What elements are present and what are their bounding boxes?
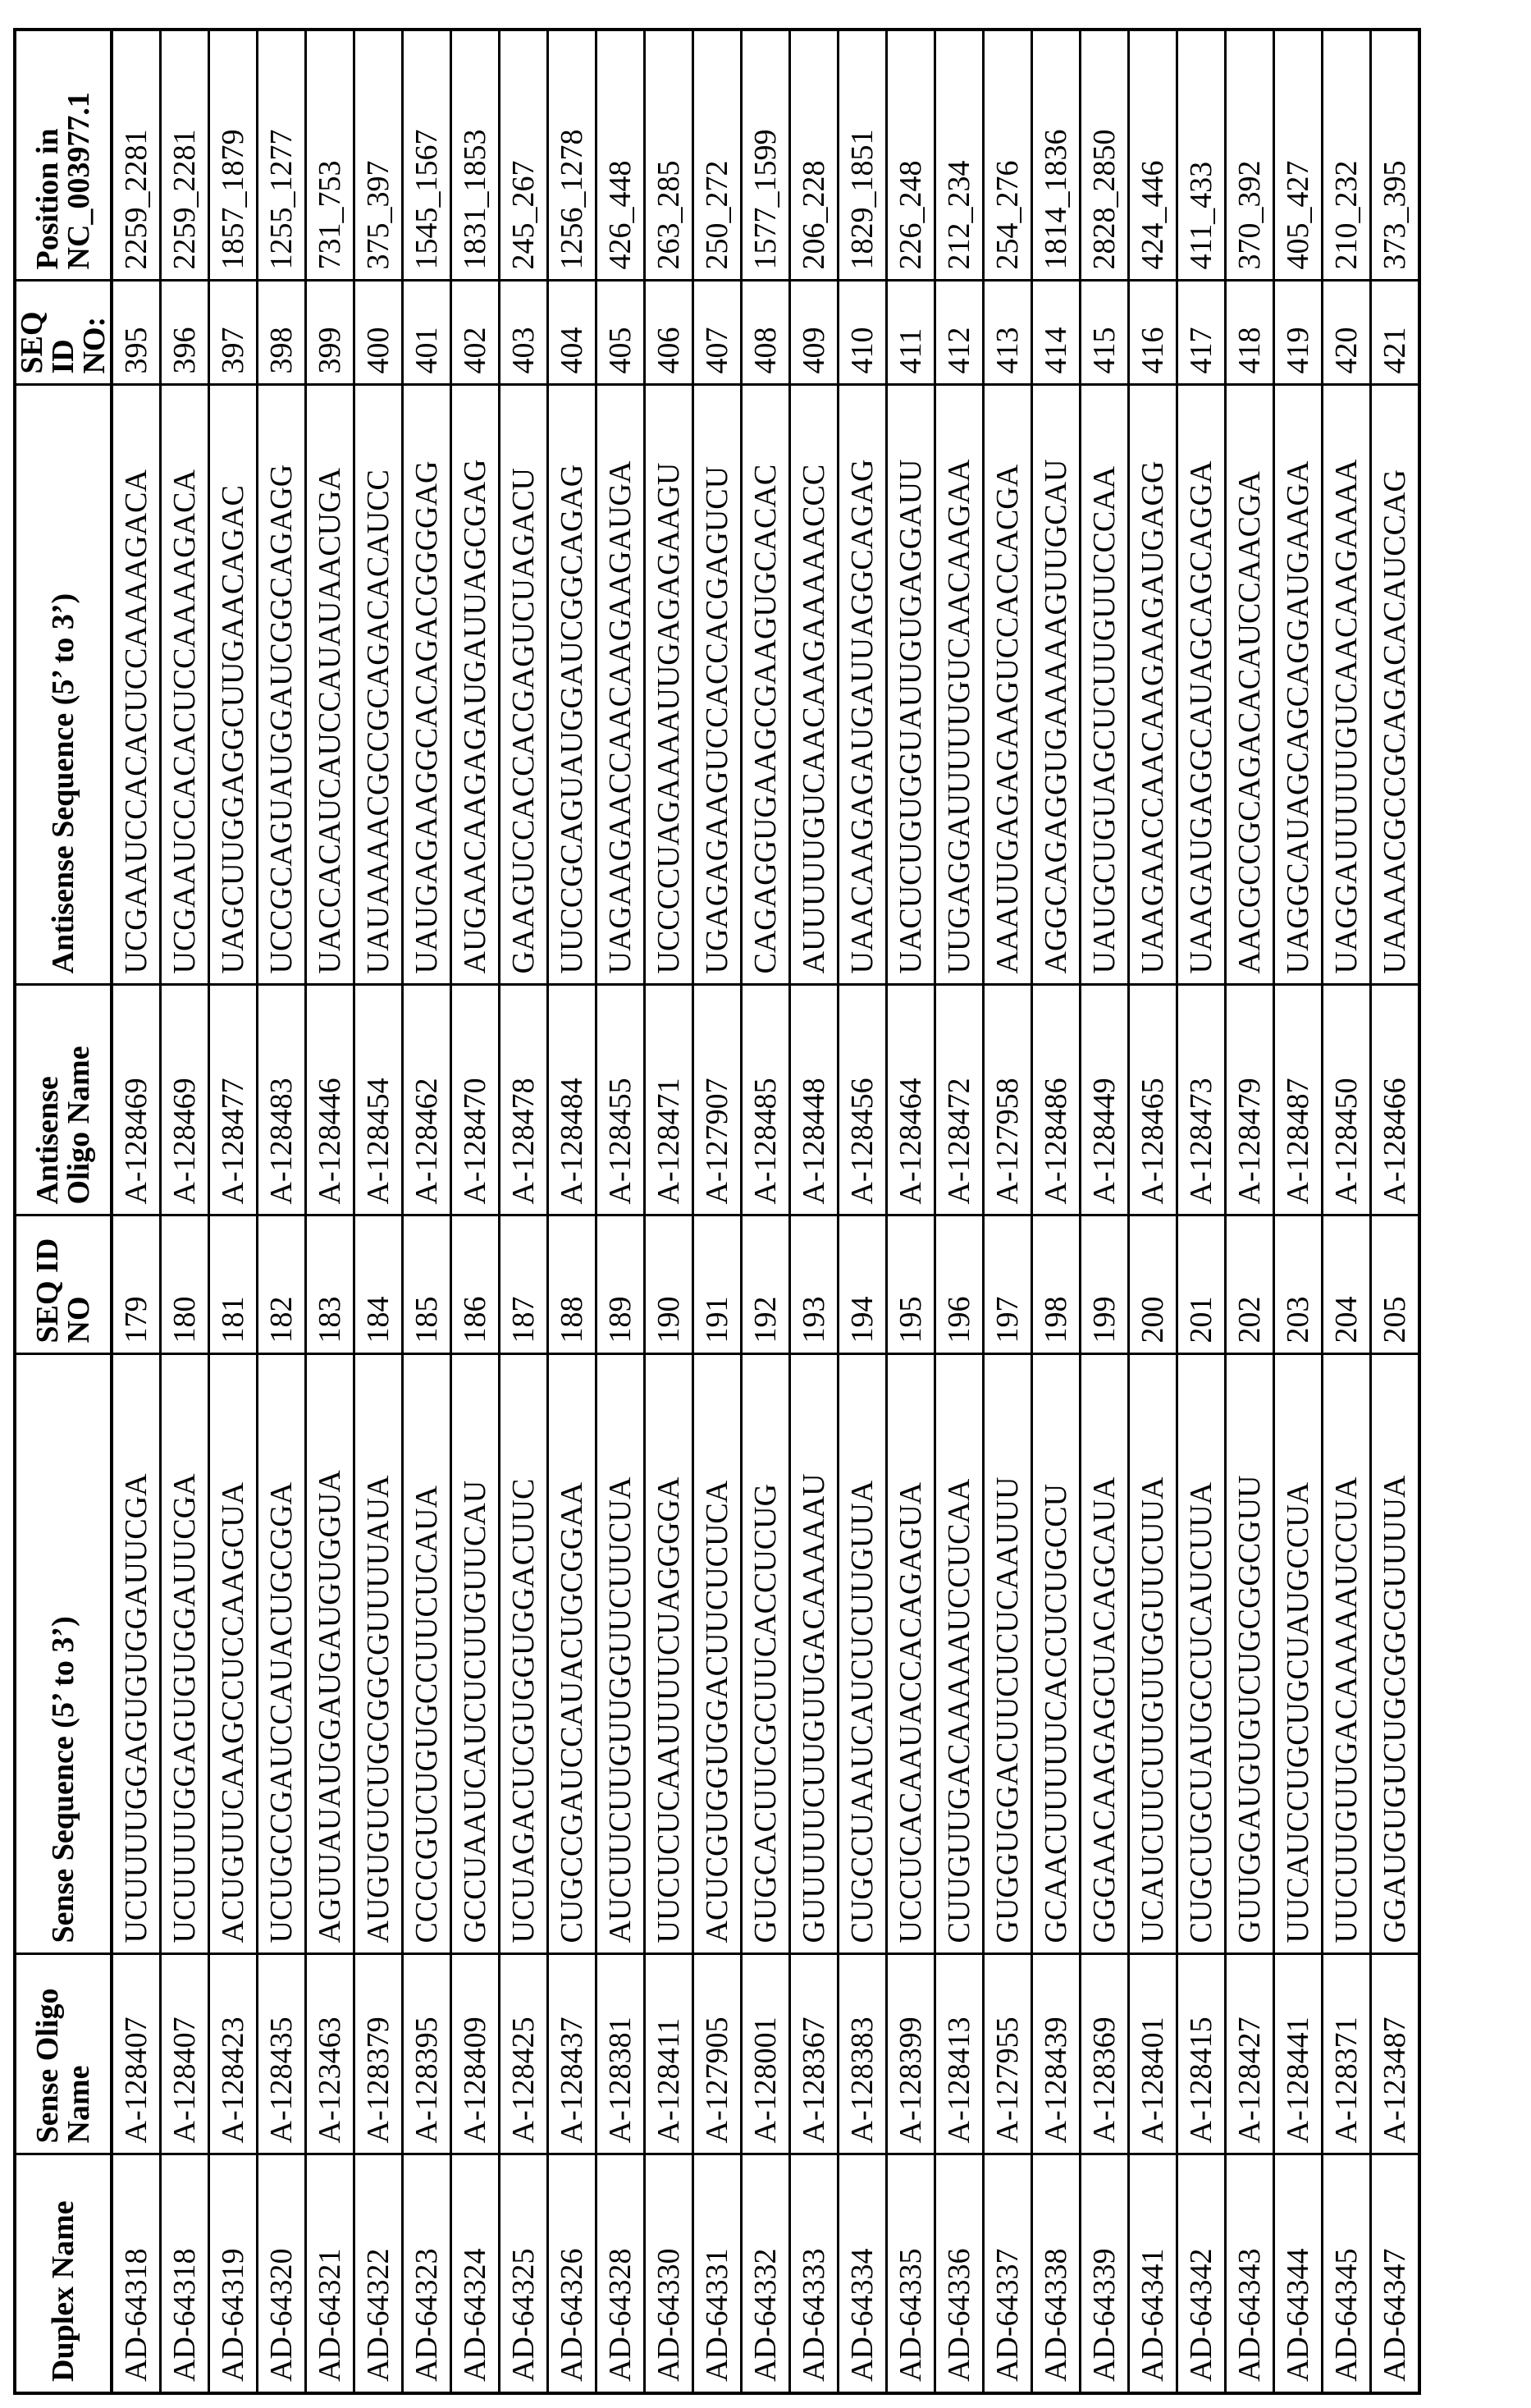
cell-duplex-name: AD-64333 xyxy=(790,2154,839,2393)
table-row xyxy=(790,30,839,2393)
header-duplex-name: Duplex Name xyxy=(15,2154,112,2393)
cell-antisense-sequence: UGAGAGAAGUCCACCACGAGUCU xyxy=(693,385,742,985)
table-row xyxy=(403,30,451,2393)
cell-antisense-seq-id: 407 xyxy=(693,281,742,385)
cell-duplex-name: AD-64337 xyxy=(984,2154,1032,2393)
cell-duplex-name: AD-64318 xyxy=(112,2154,161,2393)
cell-sense-seq-id: 187 xyxy=(500,1215,548,1354)
cell-sense-sequence: UCUUUUGGAGUGUGGAUUCGA xyxy=(161,1354,209,1954)
cell-sense-oligo-name: A-128379 xyxy=(354,1954,403,2154)
table-row xyxy=(451,30,500,2393)
cell-antisense-seq-id: 416 xyxy=(1129,281,1177,385)
table-row xyxy=(1274,30,1323,2393)
cell-antisense-sequence: UCCGCAGUAUGGAUCGGCAGAGG xyxy=(258,385,306,985)
cell-antisense-oligo-name: A-128484 xyxy=(548,985,596,1215)
cell-position: 245_267 xyxy=(500,30,548,281)
cell-sense-sequence: UCUUUUGGAGUGUGGAUUCGA xyxy=(112,1354,161,1954)
cell-sense-seq-id: 197 xyxy=(984,1215,1032,1354)
cell-antisense-sequence: UUGAGGAUUUUUGUCAACAAGAA xyxy=(935,385,984,985)
cell-duplex-name: AD-64336 xyxy=(935,2154,984,2393)
cell-antisense-seq-id: 395 xyxy=(112,281,161,385)
cell-sense-sequence: UCAUCUUCUUGUUGGUUCUUA xyxy=(1129,1354,1177,1954)
cell-sense-sequence: AGUUAUAUGGAUGAUGUGGUA xyxy=(306,1354,354,1954)
cell-sense-seq-id: 201 xyxy=(1177,1215,1226,1354)
cell-duplex-name: AD-64339 xyxy=(1081,2154,1129,2393)
table-row xyxy=(935,30,984,2393)
cell-sense-sequence: UUCUUGUUGACAAAAAUCCUA xyxy=(1323,1354,1371,1954)
table-row xyxy=(112,30,161,2393)
cell-sense-seq-id: 188 xyxy=(548,1215,596,1354)
table-row xyxy=(839,30,887,2393)
cell-sense-sequence: AUGUGUCUGCGGCGUUUUAUA xyxy=(354,1354,403,1954)
cell-duplex-name: AD-64331 xyxy=(693,2154,742,2393)
cell-duplex-name: AD-64324 xyxy=(451,2154,500,2393)
cell-sense-oligo-name: A-128401 xyxy=(1129,1954,1177,2154)
cell-antisense-oligo-name: A-128446 xyxy=(306,985,354,1215)
cell-antisense-sequence: AUUUUUGUCAACAAGAAAAACCC xyxy=(790,385,839,985)
cell-antisense-seq-id: 409 xyxy=(790,281,839,385)
cell-sense-oligo-name: A-128441 xyxy=(1274,1954,1323,2154)
cell-sense-seq-id: 184 xyxy=(354,1215,403,1354)
cell-duplex-name: AD-64345 xyxy=(1323,2154,1371,2393)
header-antisense-seq-id: SEQ ID NO: xyxy=(15,281,112,385)
table-row xyxy=(161,30,209,2393)
cell-duplex-name: AD-64321 xyxy=(306,2154,354,2393)
cell-position: 375_397 xyxy=(354,30,403,281)
cell-antisense-sequence: AUGAACAAGAGAUGAUUAGCGAG xyxy=(451,385,500,985)
cell-sense-oligo-name: A-128407 xyxy=(161,1954,209,2154)
cell-sense-sequence: GUGCACUUCGCUUCACCUCUG xyxy=(742,1354,790,1954)
cell-sense-seq-id: 191 xyxy=(693,1215,742,1354)
cell-sense-oligo-name: A-128437 xyxy=(548,1954,596,2154)
cell-sense-sequence: UCCUCACAAUACCACAGAGUA xyxy=(887,1354,935,1954)
cell-antisense-sequence: UAUAAAACGCCGCAGACACAUCC xyxy=(354,385,403,985)
cell-sense-sequence: GGAUGUGUCUGCGGCGUUUUA xyxy=(1371,1354,1420,1954)
cell-sense-sequence: CUGCCGAUCCAUACUGCGGAA xyxy=(548,1354,596,1954)
cell-antisense-oligo-name: A-128473 xyxy=(1177,985,1226,1215)
cell-sense-sequence: UUCUCUCAAUUUUCUAGGGGA xyxy=(645,1354,693,1954)
cell-position: 212_234 xyxy=(935,30,984,281)
cell-sense-seq-id: 186 xyxy=(451,1215,500,1354)
cell-antisense-sequence: CAGAGGUGAAGCGAAGUGCACAC xyxy=(742,385,790,985)
cell-antisense-oligo-name: A-128469 xyxy=(161,985,209,1215)
cell-position: 405_427 xyxy=(1274,30,1323,281)
cell-antisense-seq-id: 408 xyxy=(742,281,790,385)
cell-antisense-seq-id: 405 xyxy=(596,281,645,385)
table-row xyxy=(1032,30,1081,2393)
sirna-duplex-table xyxy=(13,28,1421,2395)
cell-duplex-name: AD-64343 xyxy=(1226,2154,1274,2393)
table-row xyxy=(1129,30,1177,2393)
cell-sense-seq-id: 179 xyxy=(112,1215,161,1354)
cell-antisense-oligo-name: A-128464 xyxy=(887,985,935,1215)
cell-antisense-sequence: UAACAAGAGAUGAUUAGGCAGAG xyxy=(839,385,887,985)
cell-duplex-name: AD-64344 xyxy=(1274,2154,1323,2393)
cell-sense-oligo-name: A-128371 xyxy=(1323,1954,1371,2154)
header-sense-sequence: Sense Sequence (5’ to 3’) xyxy=(15,1354,112,1954)
cell-sense-seq-id: 196 xyxy=(935,1215,984,1354)
cell-antisense-sequence: UAAGAUGAGGCAUAGCAGCAGGA xyxy=(1177,385,1226,985)
cell-duplex-name: AD-64334 xyxy=(839,2154,887,2393)
cell-antisense-oligo-name: A-127907 xyxy=(693,985,742,1215)
header-sense-oligo-name: Sense Oligo Name xyxy=(15,1954,112,2154)
cell-sense-oligo-name: A-128399 xyxy=(887,1954,935,2154)
table-row xyxy=(596,30,645,2393)
cell-antisense-sequence: UACCACAUCAUCCAUAUAACUGA xyxy=(306,385,354,985)
cell-sense-sequence: CUUGUUGACAAAAAUCCUCAA xyxy=(935,1354,984,1954)
table-header-row xyxy=(15,30,112,2393)
cell-sense-sequence: ACUGUUCAAGCCUCCAAGCUA xyxy=(209,1354,258,1954)
cell-antisense-seq-id: 401 xyxy=(403,281,451,385)
cell-sense-sequence: GCCUAAUCAUCUCUUGUUCAU xyxy=(451,1354,500,1954)
cell-duplex-name: AD-64328 xyxy=(596,2154,645,2393)
table-row xyxy=(742,30,790,2393)
cell-position: 1577_1599 xyxy=(742,30,790,281)
cell-antisense-seq-id: 396 xyxy=(161,281,209,385)
cell-sense-oligo-name: A-128411 xyxy=(645,1954,693,2154)
cell-sense-oligo-name: A-128413 xyxy=(935,1954,984,2154)
cell-sense-sequence: GUGGUGGACUUCUCUCAAUUU xyxy=(984,1354,1032,1954)
cell-duplex-name: AD-64318 xyxy=(161,2154,209,2393)
header-sense-seq-id: SEQ ID NO xyxy=(15,1215,112,1354)
cell-sense-oligo-name: A-128001 xyxy=(742,1954,790,2154)
cell-sense-oligo-name: A-127905 xyxy=(693,1954,742,2154)
cell-antisense-seq-id: 403 xyxy=(500,281,548,385)
cell-sense-oligo-name: A-128425 xyxy=(500,1954,548,2154)
cell-sense-oligo-name: A-128395 xyxy=(403,1954,451,2154)
cell-position: 1857_1879 xyxy=(209,30,258,281)
cell-sense-oligo-name: A-127955 xyxy=(984,1954,1032,2154)
table-row xyxy=(258,30,306,2393)
cell-antisense-sequence: UAAGAACCAACAAGAAGAUGAGG xyxy=(1129,385,1177,985)
cell-sense-oligo-name: A-128383 xyxy=(839,1954,887,2154)
cell-position: 2259_2281 xyxy=(161,30,209,281)
cell-position: 210_232 xyxy=(1323,30,1371,281)
cell-antisense-oligo-name: A-128470 xyxy=(451,985,500,1215)
cell-antisense-seq-id: 418 xyxy=(1226,281,1274,385)
table-row xyxy=(1226,30,1274,2393)
cell-sense-seq-id: 182 xyxy=(258,1215,306,1354)
cell-position: 1831_1853 xyxy=(451,30,500,281)
cell-position: 1814_1836 xyxy=(1032,30,1081,281)
cell-antisense-oligo-name: A-128448 xyxy=(790,985,839,1215)
table-row xyxy=(693,30,742,2393)
cell-sense-seq-id: 185 xyxy=(403,1215,451,1354)
cell-duplex-name: AD-64332 xyxy=(742,2154,790,2393)
cell-position: 731_753 xyxy=(306,30,354,281)
cell-antisense-seq-id: 404 xyxy=(548,281,596,385)
cell-sense-sequence: UCUAGACUCGUGGUGGACUUC xyxy=(500,1354,548,1954)
cell-position: 426_448 xyxy=(596,30,645,281)
cell-sense-sequence: ACUCGUGGUGGACUUCUCUCA xyxy=(693,1354,742,1954)
header-antisense-oligo-name: Antisense Oligo Name xyxy=(15,985,112,1215)
table-row xyxy=(1323,30,1371,2393)
cell-antisense-oligo-name: A-128487 xyxy=(1274,985,1323,1215)
table-row xyxy=(500,30,548,2393)
rotated-table-container xyxy=(13,31,1518,2395)
cell-antisense-seq-id: 419 xyxy=(1274,281,1323,385)
cell-sense-seq-id: 183 xyxy=(306,1215,354,1354)
table-row xyxy=(645,30,693,2393)
cell-antisense-seq-id: 402 xyxy=(451,281,500,385)
cell-position: 206_228 xyxy=(790,30,839,281)
cell-antisense-oligo-name: A-128471 xyxy=(645,985,693,1215)
table-row xyxy=(306,30,354,2393)
cell-antisense-seq-id: 410 xyxy=(839,281,887,385)
cell-antisense-sequence: UAUGAGAAGGCACAGACGGGGAG xyxy=(403,385,451,985)
cell-duplex-name: AD-64338 xyxy=(1032,2154,1081,2393)
cell-position: 226_248 xyxy=(887,30,935,281)
cell-antisense-sequence: UAAAACGCCGCAGACACAUCCAG xyxy=(1371,385,1420,985)
cell-antisense-sequence: UAUGCUGUAGCUCUUGUUCCCAA xyxy=(1081,385,1129,985)
cell-duplex-name: AD-64330 xyxy=(645,2154,693,2393)
cell-position: 424_446 xyxy=(1129,30,1177,281)
cell-sense-oligo-name: A-128381 xyxy=(596,1954,645,2154)
cell-sense-sequence: GGGAACAAGAGCUACAGCAUA xyxy=(1081,1354,1129,1954)
cell-sense-seq-id: 181 xyxy=(209,1215,258,1354)
cell-position: 1255_1277 xyxy=(258,30,306,281)
cell-position: 1829_1851 xyxy=(839,30,887,281)
cell-antisense-oligo-name: A-128478 xyxy=(500,985,548,1215)
cell-sense-seq-id: 202 xyxy=(1226,1215,1274,1354)
cell-duplex-name: AD-64342 xyxy=(1177,2154,1226,2393)
cell-antisense-oligo-name: A-128477 xyxy=(209,985,258,1215)
cell-sense-seq-id: 193 xyxy=(790,1215,839,1354)
cell-sense-oligo-name: A-128407 xyxy=(112,1954,161,2154)
cell-antisense-oligo-name: A-128454 xyxy=(354,985,403,1215)
cell-antisense-sequence: UAGGCAUAGCAGCAGGAUGAAGA xyxy=(1274,385,1323,985)
cell-sense-sequence: CUGCUGCUAUGCCUCAUCUUA xyxy=(1177,1354,1226,1954)
cell-antisense-seq-id: 398 xyxy=(258,281,306,385)
cell-antisense-oligo-name: A-128469 xyxy=(112,985,161,1215)
cell-duplex-name: AD-64319 xyxy=(209,2154,258,2393)
cell-sense-sequence: GUUGGAUGUGUCUGCGGCGUU xyxy=(1226,1354,1274,1954)
cell-antisense-oligo-name: A-128485 xyxy=(742,985,790,1215)
cell-duplex-name: AD-64323 xyxy=(403,2154,451,2393)
cell-sense-sequence: GCAACUUUUUCACCUCUGCCU xyxy=(1032,1354,1081,1954)
cell-antisense-seq-id: 413 xyxy=(984,281,1032,385)
cell-sense-oligo-name: A-128423 xyxy=(209,1954,258,2154)
cell-antisense-seq-id: 399 xyxy=(306,281,354,385)
cell-antisense-oligo-name: A-128456 xyxy=(839,985,887,1215)
cell-sense-seq-id: 203 xyxy=(1274,1215,1323,1354)
cell-sense-oligo-name: A-128427 xyxy=(1226,1954,1274,2154)
cell-sense-oligo-name: A-128409 xyxy=(451,1954,500,2154)
cell-sense-seq-id: 205 xyxy=(1371,1215,1420,1354)
cell-sense-sequence: AUCUUCUUGUUGGUUCUUCUA xyxy=(596,1354,645,1954)
cell-position: 1256_1278 xyxy=(548,30,596,281)
cell-antisense-sequence: AACGCCGCAGACACAUCCAACGA xyxy=(1226,385,1274,985)
cell-antisense-sequence: AAAUUGAGAGAAGUCCACCACGA xyxy=(984,385,1032,985)
cell-sense-oligo-name: A-128435 xyxy=(258,1954,306,2154)
table-row xyxy=(548,30,596,2393)
cell-sense-seq-id: 199 xyxy=(1081,1215,1129,1354)
header-position: Position in NC_003977.1 xyxy=(15,30,112,281)
cell-sense-seq-id: 180 xyxy=(161,1215,209,1354)
header-antisense-sequence: Antisense Sequence (5’ to 3’) xyxy=(15,385,112,985)
cell-duplex-name: AD-64325 xyxy=(500,2154,548,2393)
cell-duplex-name: AD-64320 xyxy=(258,2154,306,2393)
cell-position: 1545_1567 xyxy=(403,30,451,281)
cell-antisense-oligo-name: A-128483 xyxy=(258,985,306,1215)
table-row xyxy=(1371,30,1420,2393)
cell-antisense-seq-id: 420 xyxy=(1323,281,1371,385)
cell-antisense-oligo-name: A-128465 xyxy=(1129,985,1177,1215)
cell-duplex-name: AD-64347 xyxy=(1371,2154,1420,2393)
cell-antisense-sequence: GAAGUCCACCACGAGUCUAGACU xyxy=(500,385,548,985)
cell-antisense-seq-id: 400 xyxy=(354,281,403,385)
cell-antisense-oligo-name: A-128466 xyxy=(1371,985,1420,1215)
cell-position: 254_276 xyxy=(984,30,1032,281)
cell-antisense-sequence: UAGAAGAACCAACAAGAAGAUGA xyxy=(596,385,645,985)
cell-antisense-oligo-name: A-128479 xyxy=(1226,985,1274,1215)
cell-sense-oligo-name: A-123487 xyxy=(1371,1954,1420,2154)
cell-sense-seq-id: 192 xyxy=(742,1215,790,1354)
table-row xyxy=(354,30,403,2393)
cell-sense-sequence: GUUUUUCUUGUUGACAAAAAU xyxy=(790,1354,839,1954)
cell-duplex-name: AD-64326 xyxy=(548,2154,596,2393)
cell-antisense-sequence: UCGAAUCCACACUCCAAAAGACA xyxy=(161,385,209,985)
cell-antisense-seq-id: 415 xyxy=(1081,281,1129,385)
cell-position: 411_433 xyxy=(1177,30,1226,281)
cell-antisense-sequence: UAGGAUUUUUGUCAACAAGAAAA xyxy=(1323,385,1371,985)
cell-position: 2259_2281 xyxy=(112,30,161,281)
cell-sense-seq-id: 194 xyxy=(839,1215,887,1354)
table-row xyxy=(209,30,258,2393)
cell-antisense-sequence: UUCCGCAGUAUGGAUCGGCAGAG xyxy=(548,385,596,985)
cell-sense-seq-id: 195 xyxy=(887,1215,935,1354)
cell-position: 373_395 xyxy=(1371,30,1420,281)
cell-antisense-sequence: AGGCAGAGGUGAAAAAGUUGCAU xyxy=(1032,385,1081,985)
cell-antisense-oligo-name: A-128462 xyxy=(403,985,451,1215)
cell-sense-oligo-name: A-128369 xyxy=(1081,1954,1129,2154)
cell-antisense-oligo-name: A-128472 xyxy=(935,985,984,1215)
cell-sense-seq-id: 190 xyxy=(645,1215,693,1354)
cell-sense-seq-id: 189 xyxy=(596,1215,645,1354)
cell-antisense-seq-id: 406 xyxy=(645,281,693,385)
cell-sense-sequence: CUGCCUAAUCAUCUCUUGUUA xyxy=(839,1354,887,1954)
table-row xyxy=(1081,30,1129,2393)
cell-sense-sequence: UUCAUCCUGCUGCUAUGCCUA xyxy=(1274,1354,1323,1954)
cell-sense-oligo-name: A-128367 xyxy=(790,1954,839,2154)
cell-antisense-seq-id: 417 xyxy=(1177,281,1226,385)
cell-antisense-oligo-name: A-127958 xyxy=(984,985,1032,1215)
table-body xyxy=(112,30,1419,2393)
cell-position: 250_272 xyxy=(693,30,742,281)
cell-antisense-oligo-name: A-128449 xyxy=(1081,985,1129,1215)
cell-antisense-oligo-name: A-128450 xyxy=(1323,985,1371,1215)
cell-antisense-sequence: UAGCUUGGAGGCUUGAACAGAC xyxy=(209,385,258,985)
cell-sense-sequence: UCUGCCGAUCCAUACUGCGGA xyxy=(258,1354,306,1954)
cell-antisense-sequence: UCGAAUCCACACUCCAAAAGACA xyxy=(112,385,161,985)
cell-sense-seq-id: 204 xyxy=(1323,1215,1371,1354)
cell-sense-sequence: CCCCGUCUGUGCCUUCUCAUA xyxy=(403,1354,451,1954)
cell-position: 263_285 xyxy=(645,30,693,281)
cell-antisense-seq-id: 421 xyxy=(1371,281,1420,385)
cell-antisense-oligo-name: A-128455 xyxy=(596,985,645,1215)
cell-antisense-sequence: UACUCUGUGGUAUUGUGAGGAUU xyxy=(887,385,935,985)
cell-antisense-seq-id: 414 xyxy=(1032,281,1081,385)
table-row xyxy=(887,30,935,2393)
cell-antisense-seq-id: 412 xyxy=(935,281,984,385)
cell-sense-oligo-name: A-128439 xyxy=(1032,1954,1081,2154)
cell-antisense-oligo-name: A-128486 xyxy=(1032,985,1081,1215)
cell-sense-seq-id: 200 xyxy=(1129,1215,1177,1354)
cell-position: 370_392 xyxy=(1226,30,1274,281)
table-row xyxy=(984,30,1032,2393)
cell-duplex-name: AD-64335 xyxy=(887,2154,935,2393)
cell-duplex-name: AD-64341 xyxy=(1129,2154,1177,2393)
cell-antisense-seq-id: 411 xyxy=(887,281,935,385)
cell-antisense-seq-id: 397 xyxy=(209,281,258,385)
cell-duplex-name: AD-64322 xyxy=(354,2154,403,2393)
cell-sense-oligo-name: A-128415 xyxy=(1177,1954,1226,2154)
cell-sense-seq-id: 198 xyxy=(1032,1215,1081,1354)
table-row xyxy=(1177,30,1226,2393)
cell-position: 2828_2850 xyxy=(1081,30,1129,281)
cell-sense-oligo-name: A-123463 xyxy=(306,1954,354,2154)
cell-antisense-sequence: UCCCCUAGAAAAUUGAGAGAAGU xyxy=(645,385,693,985)
